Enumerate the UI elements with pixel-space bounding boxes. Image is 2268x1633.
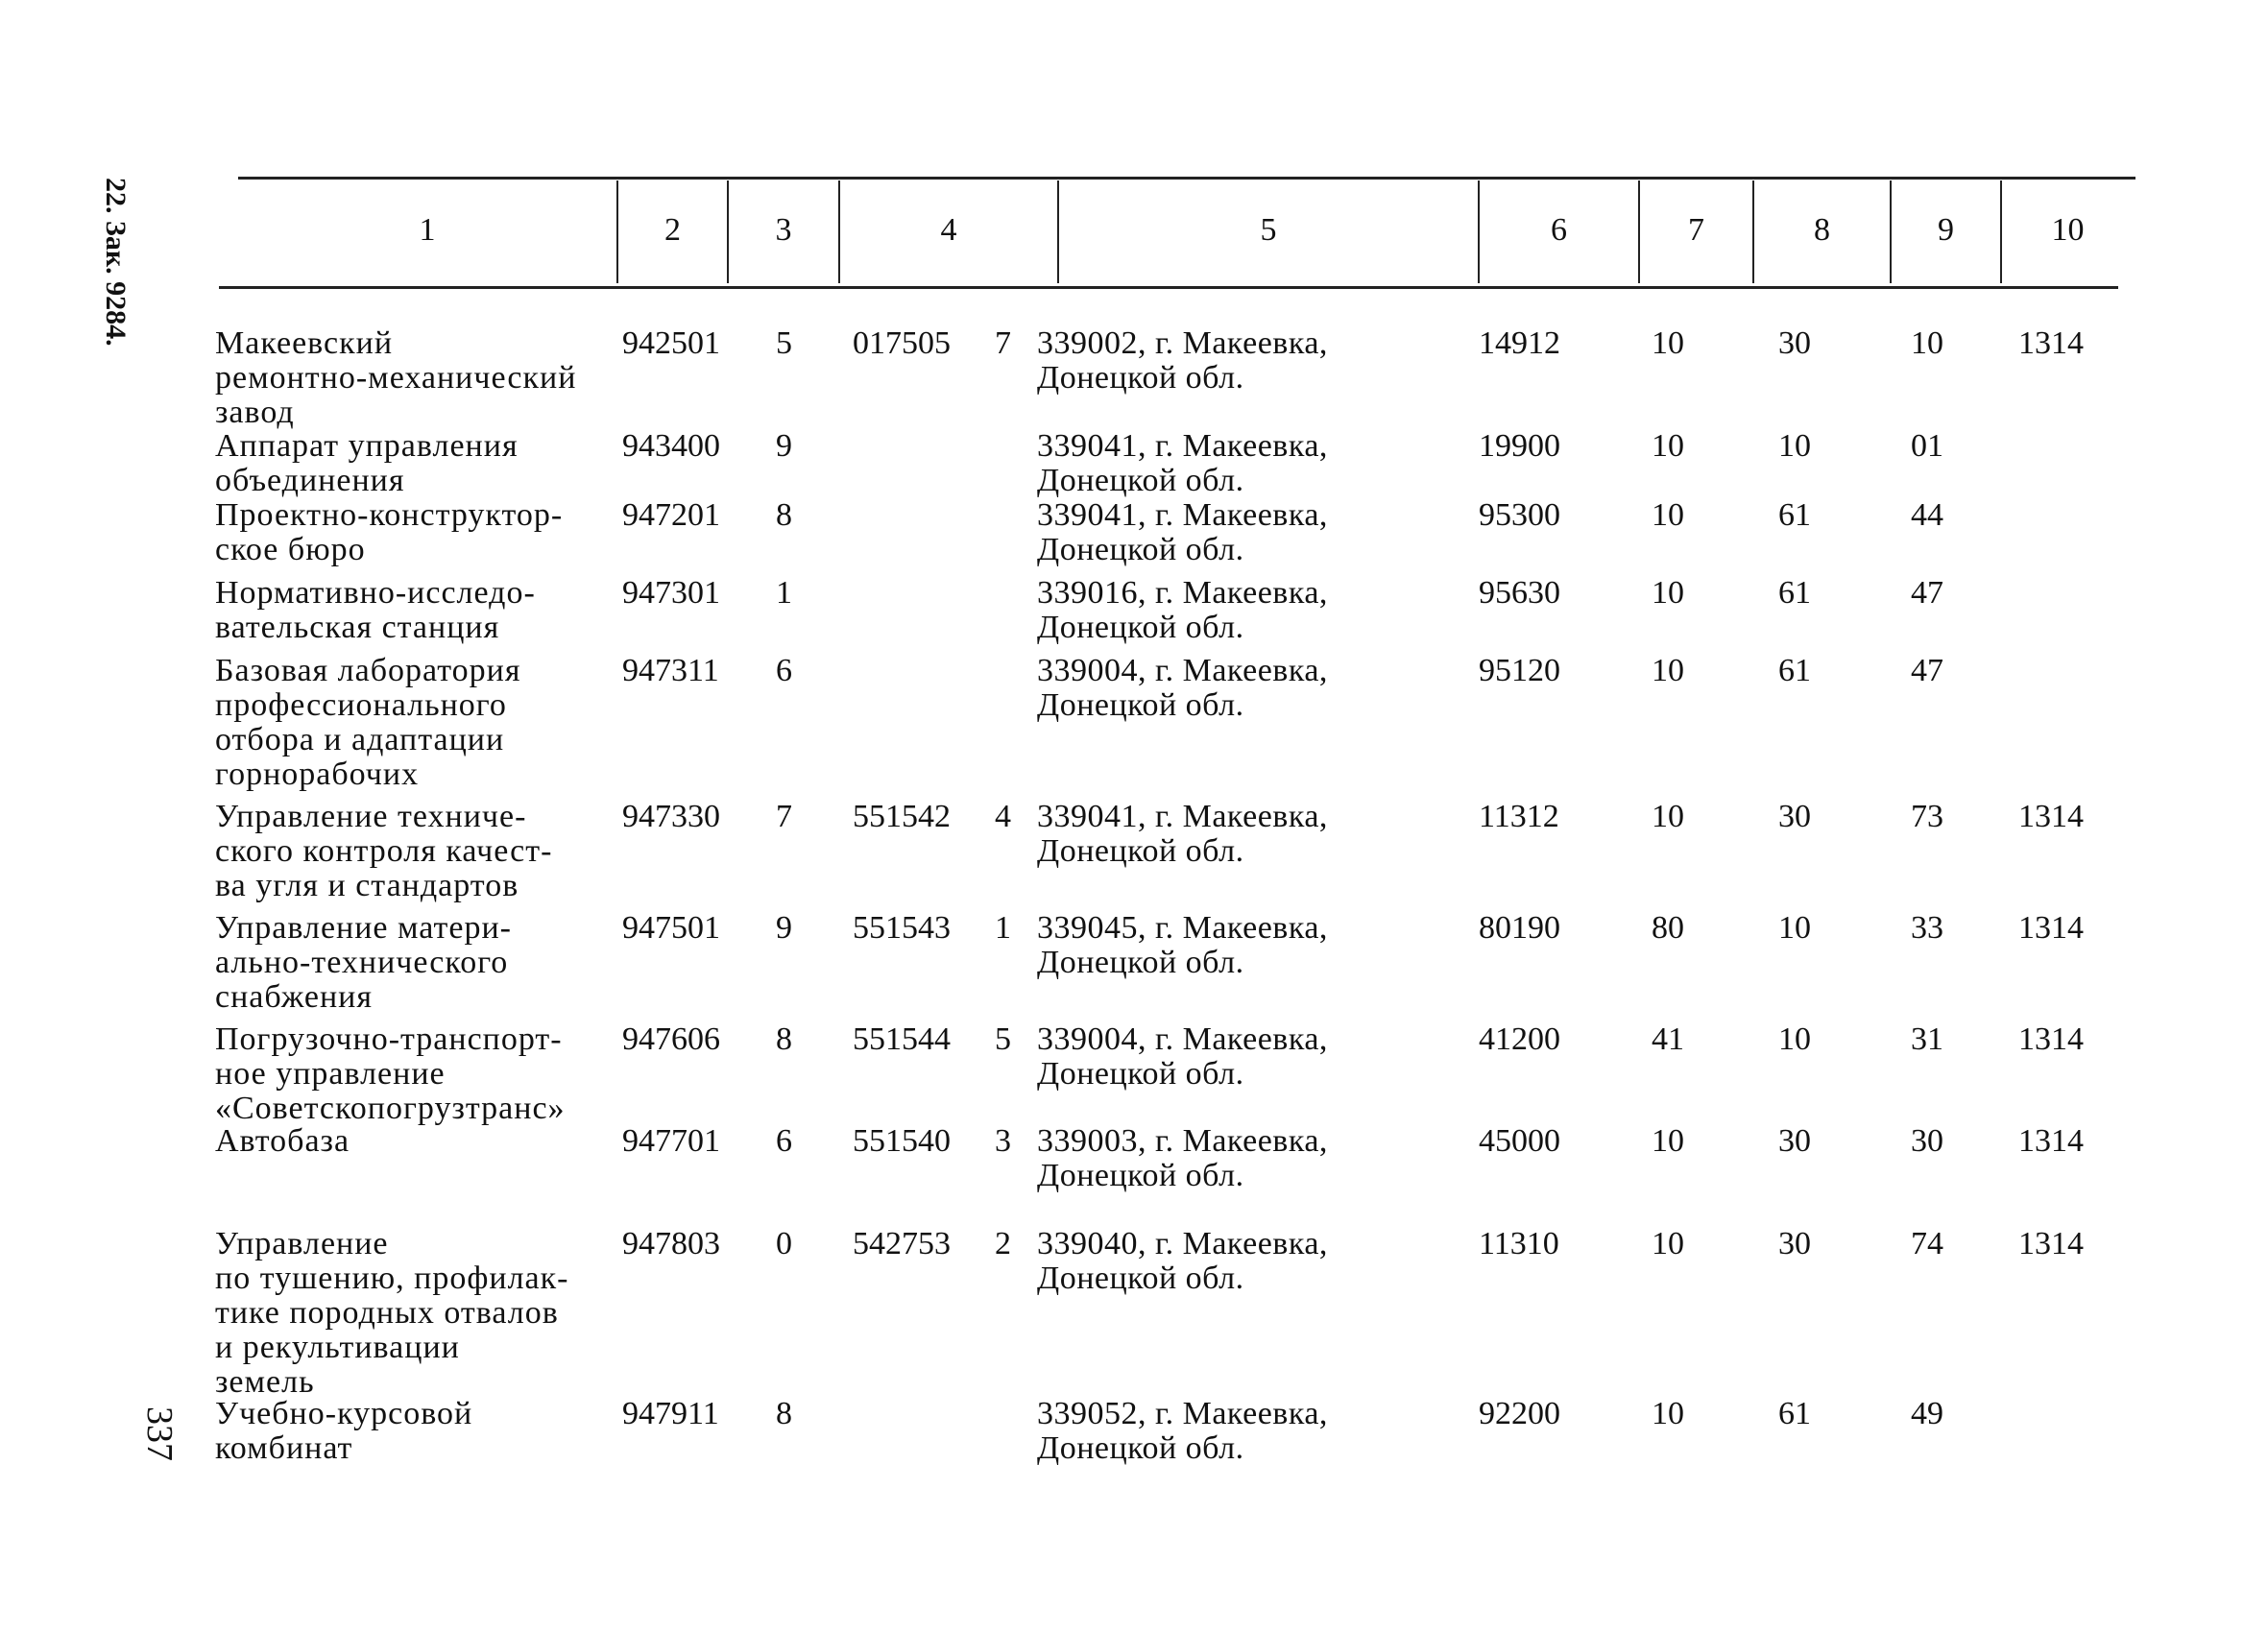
column-header-3: 3 [775,212,792,248]
organization-name: Управление матери- ально-технического снабжения [215,910,512,1015]
cell-col2: 947803 [622,1226,720,1261]
cell-col6: 95300 [1479,497,1560,533]
cell-address: 339040, г. Макеевка, Донецкой обл. [1037,1226,1328,1296]
column-header-6: 6 [1551,212,1567,248]
cell-col2: 947201 [622,497,720,533]
cell-address: 339004, г. Макеевка, Донецкой обл. [1037,1021,1328,1092]
cell-col3: 9 [776,428,792,464]
cell-col4: 542753 [853,1226,951,1261]
cell-col8: 30 [1778,1123,1811,1159]
cell-col7: 10 [1652,653,1684,688]
cell-col6: 41200 [1479,1021,1560,1057]
column-header-1: 1 [419,212,436,248]
cell-col2: 947911 [622,1396,719,1431]
cell-col6: 95120 [1479,653,1560,688]
cell-col4-check: 4 [995,799,1011,834]
cell-col4-check: 3 [995,1123,1011,1159]
column-header-4: 4 [940,212,957,248]
cell-col3: 7 [776,799,792,834]
cell-col4-check: 5 [995,1021,1011,1057]
cell-col6: 92200 [1479,1396,1560,1431]
cell-address: 339041, г. Макеевка, Донецкой обл. [1037,497,1328,567]
column-header-9: 9 [1938,212,1954,248]
cell-col3: 1 [776,575,792,611]
cell-col7: 10 [1652,497,1684,533]
column-header-10: 10 [2051,212,2085,248]
cell-col6: 95630 [1479,575,1560,611]
cell-col7: 10 [1652,799,1684,834]
cell-col3: 8 [776,1396,792,1431]
cell-col2: 947311 [622,653,719,688]
cell-col10: 1314 [2018,910,2084,946]
cell-col7: 10 [1652,325,1684,361]
column-header-7: 7 [1688,212,1704,248]
cell-col8: 30 [1778,325,1811,361]
cell-col7: 10 [1652,1123,1684,1159]
cell-col2: 947501 [622,910,720,946]
cell-col2: 943400 [622,428,720,464]
cell-col4: 551544 [853,1021,951,1057]
cell-col9: 10 [1911,325,1943,361]
organization-name: Нормативно-исследо- вательская станция [215,575,536,645]
cell-col6: 19900 [1479,428,1560,464]
organization-name: Аппарат управления объединения [215,428,519,498]
cell-col8: 61 [1778,653,1811,688]
table-header-bottom-rule [219,286,2118,289]
column-header-5: 5 [1260,212,1277,248]
cell-col2: 942501 [622,325,720,361]
cell-col3: 9 [776,910,792,946]
cell-col10: 1314 [2018,799,2084,834]
cell-col8: 30 [1778,799,1811,834]
cell-col7: 41 [1652,1021,1684,1057]
cell-address: 339041, г. Макеевка, Донецкой обл. [1037,799,1328,869]
cell-col9: 30 [1911,1123,1943,1159]
cell-col6: 80190 [1479,910,1560,946]
cell-col4-check: 2 [995,1226,1011,1261]
cell-col7: 10 [1652,428,1684,464]
cell-col4: 017505 [853,325,951,361]
table-top-rule [238,177,2135,180]
organization-name: Погрузочно-транспорт- ное управление «Советскопогрузтранс» [215,1021,566,1126]
cell-col2: 947330 [622,799,720,834]
organization-name: Учебно-курсовой комбинат [215,1396,473,1466]
cell-col3: 8 [776,497,792,533]
cell-address: 339016, г. Макеевка, Донецкой обл. [1037,575,1328,645]
organization-name: Управление техниче- ского контроля качест- ва угля и стандартов [215,799,553,903]
column-header-2: 2 [664,212,681,248]
cell-col8: 61 [1778,497,1811,533]
cell-col9: 01 [1911,428,1943,464]
cell-col3: 5 [776,325,792,361]
cell-col4: 551540 [853,1123,951,1159]
cell-col10: 1314 [2018,1021,2084,1057]
cell-address: 339003, г. Макеевка, Донецкой обл. [1037,1123,1328,1193]
cell-col2: 947606 [622,1021,720,1057]
cell-col3: 8 [776,1021,792,1057]
cell-col7: 10 [1652,1396,1684,1431]
cell-col7: 10 [1652,1226,1684,1261]
cell-col8: 10 [1778,428,1811,464]
cell-col9: 47 [1911,575,1943,611]
cell-col8: 61 [1778,1396,1811,1431]
cell-col4: 551542 [853,799,951,834]
cell-col9: 49 [1911,1396,1943,1431]
cell-col9: 74 [1911,1226,1943,1261]
cell-col10: 1314 [2018,1226,2084,1261]
cell-col3: 6 [776,653,792,688]
cell-col2: 947701 [622,1123,720,1159]
page-number: 337 [139,1406,180,1461]
cell-col4-check: 1 [995,910,1011,946]
cell-address: 339045, г. Макеевка, Донецкой обл. [1037,910,1328,980]
cell-col9: 33 [1911,910,1943,946]
cell-col9: 47 [1911,653,1943,688]
cell-col8: 10 [1778,1021,1811,1057]
cell-col4: 551543 [853,910,951,946]
organization-name: Автобаза [215,1123,350,1159]
cell-col6: 11312 [1479,799,1559,834]
cell-col8: 30 [1778,1226,1811,1261]
cell-col3: 6 [776,1123,792,1159]
cell-col8: 10 [1778,910,1811,946]
cell-col9: 31 [1911,1021,1943,1057]
cell-col10: 1314 [2018,1123,2084,1159]
cell-col8: 61 [1778,575,1811,611]
cell-col6: 45000 [1479,1123,1560,1159]
cell-address: 339041, г. Макеевка, Донецкой обл. [1037,428,1328,498]
cell-col3: 0 [776,1226,792,1261]
organization-name: Управление по тушению, профилак- тике породных отвалов и рекультивации земель [215,1226,569,1400]
column-header-8: 8 [1814,212,1830,248]
cell-address: 339052, г. Макеевка, Донецкой обл. [1037,1396,1328,1466]
cell-col6: 14912 [1479,325,1560,361]
cell-address: 339002, г. Макеевка, Донецкой обл. [1037,325,1328,396]
cell-col6: 11310 [1479,1226,1559,1261]
cell-col7: 80 [1652,910,1684,946]
cell-address: 339004, г. Макеевка, Донецкой обл. [1037,653,1328,723]
organization-name: Базовая лаборатория профессионального отбора и адаптации горнорабочих [215,653,521,792]
cell-col10: 1314 [2018,325,2084,361]
organization-name: Проектно-конструктор- ское бюро [215,497,564,567]
organization-name: Макеевский ремонтно-механический завод [215,325,577,430]
cell-col4-check: 7 [995,325,1011,361]
order-note: 22. Зак. 9284. [100,178,132,347]
cell-col9: 44 [1911,497,1943,533]
cell-col2: 947301 [622,575,720,611]
cell-col7: 10 [1652,575,1684,611]
cell-col9: 73 [1911,799,1943,834]
